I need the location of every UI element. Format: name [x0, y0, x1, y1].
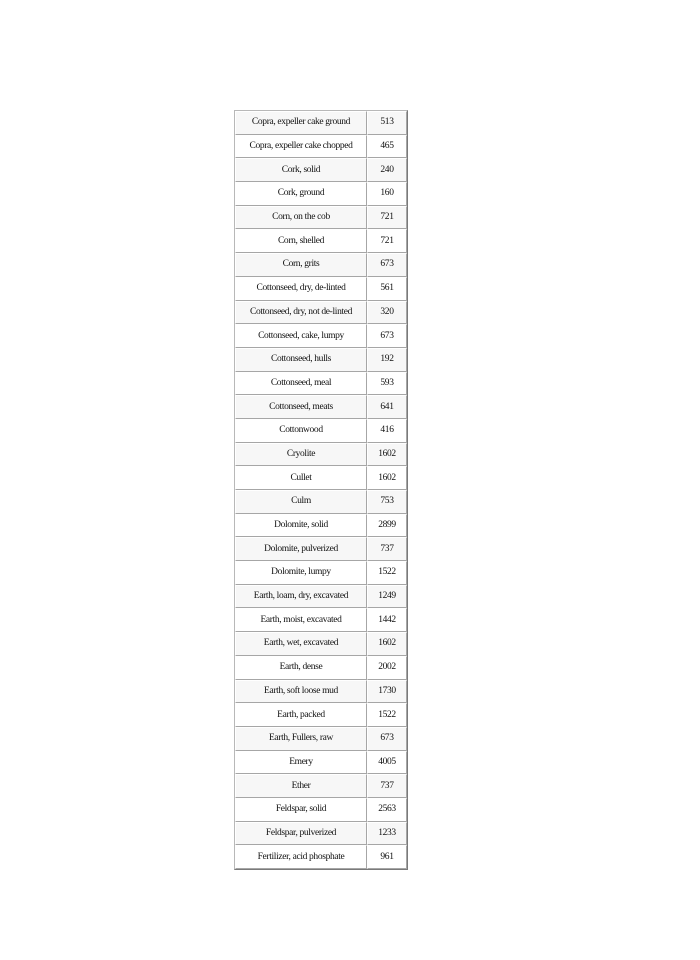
material-name-cell: Earth, packed — [235, 703, 367, 727]
table-row — [235, 324, 407, 348]
density-value-cell: 465 — [367, 135, 407, 159]
material-name-cell: Fertilizer, acid phosphate — [235, 845, 367, 869]
material-name-cell: Ether — [235, 774, 367, 798]
table-row — [235, 585, 407, 609]
density-value-cell: 1249 — [367, 585, 407, 609]
density-value-cell: 1442 — [367, 608, 407, 632]
density-value-cell: 1233 — [367, 822, 407, 846]
table-row — [235, 111, 407, 135]
density-value-cell: 513 — [367, 111, 407, 135]
density-value-cell: 673 — [367, 253, 407, 277]
density-table — [234, 110, 408, 870]
material-name-cell: Earth, dense — [235, 656, 367, 680]
table-row — [235, 608, 407, 632]
material-name-cell: Cottonseed, dry, not de-linted — [235, 301, 367, 325]
material-name-cell: Earth, wet, excavated — [235, 632, 367, 656]
table-row — [235, 419, 407, 443]
material-name-cell: Dolomite, lumpy — [235, 561, 367, 585]
material-name-cell: Culm — [235, 490, 367, 514]
table-row — [235, 656, 407, 680]
density-value-cell: 416 — [367, 419, 407, 443]
density-value-cell: 4005 — [367, 751, 407, 775]
material-name-cell: Cottonwood — [235, 419, 367, 443]
material-name-cell: Feldspar, solid — [235, 798, 367, 822]
density-value-cell: 2563 — [367, 798, 407, 822]
density-value-cell: 192 — [367, 348, 407, 372]
table-row — [235, 301, 407, 325]
table-row — [235, 703, 407, 727]
table-row — [235, 751, 407, 775]
density-value-cell: 641 — [367, 395, 407, 419]
density-value-cell: 1602 — [367, 466, 407, 490]
table-row — [235, 253, 407, 277]
table-row — [235, 798, 407, 822]
material-name-cell: Cottonseed, meats — [235, 395, 367, 419]
density-value-cell: 240 — [367, 158, 407, 182]
material-name-cell: Corn, grits — [235, 253, 367, 277]
density-value-cell: 2002 — [367, 656, 407, 680]
table-row — [235, 680, 407, 704]
table-row — [235, 774, 407, 798]
table-row — [235, 372, 407, 396]
table-row — [235, 229, 407, 253]
material-name-cell: Cottonseed, dry, de-linted — [235, 277, 367, 301]
density-value-cell: 721 — [367, 229, 407, 253]
material-name-cell: Corn, on the cob — [235, 206, 367, 230]
density-value-cell: 561 — [367, 277, 407, 301]
material-name-cell: Cottonseed, cake, lumpy — [235, 324, 367, 348]
density-value-cell: 2899 — [367, 514, 407, 538]
material-name-cell: Cork, solid — [235, 158, 367, 182]
material-name-cell: Earth, loam, dry, excavated — [235, 585, 367, 609]
material-name-cell: Dolomite, pulverized — [235, 537, 367, 561]
table-row — [235, 537, 407, 561]
material-name-cell: Emery — [235, 751, 367, 775]
density-value-cell: 593 — [367, 372, 407, 396]
table-row — [235, 395, 407, 419]
table-row — [235, 277, 407, 301]
density-value-cell: 753 — [367, 490, 407, 514]
density-value-cell: 737 — [367, 537, 407, 561]
density-value-cell: 1730 — [367, 680, 407, 704]
table-row — [235, 466, 407, 490]
density-value-cell: 1522 — [367, 561, 407, 585]
table-row — [235, 845, 407, 869]
table-row — [235, 561, 407, 585]
density-value-cell: 737 — [367, 774, 407, 798]
density-value-cell: 1602 — [367, 443, 407, 467]
table-row — [235, 514, 407, 538]
density-value-cell: 721 — [367, 206, 407, 230]
table-row — [235, 822, 407, 846]
material-name-cell: Earth, soft loose mud — [235, 680, 367, 704]
material-name-cell: Cork, ground — [235, 182, 367, 206]
density-table-body — [235, 111, 407, 869]
material-name-cell: Earth, Fullers, raw — [235, 727, 367, 751]
material-name-cell: Dolomite, solid — [235, 514, 367, 538]
table-row — [235, 490, 407, 514]
density-value-cell: 160 — [367, 182, 407, 206]
material-name-cell: Copra, expeller cake chopped — [235, 135, 367, 159]
material-name-cell: Feldspar, pulverized — [235, 822, 367, 846]
material-name-cell: Earth, moist, excavated — [235, 608, 367, 632]
density-value-cell: 961 — [367, 845, 407, 869]
density-value-cell: 1522 — [367, 703, 407, 727]
material-name-cell: Cullet — [235, 466, 367, 490]
density-value-cell: 673 — [367, 324, 407, 348]
density-value-cell: 320 — [367, 301, 407, 325]
table-row — [235, 632, 407, 656]
table-row — [235, 443, 407, 467]
material-name-cell: Cottonseed, hulls — [235, 348, 367, 372]
table-row — [235, 348, 407, 372]
density-value-cell: 673 — [367, 727, 407, 751]
table-row — [235, 206, 407, 230]
table-row — [235, 135, 407, 159]
material-name-cell: Cryolite — [235, 443, 367, 467]
material-name-cell: Corn, shelled — [235, 229, 367, 253]
material-name-cell: Cottonseed, meal — [235, 372, 367, 396]
table-row — [235, 158, 407, 182]
table-row — [235, 182, 407, 206]
material-name-cell: Copra, expeller cake ground — [235, 111, 367, 135]
density-value-cell: 1602 — [367, 632, 407, 656]
table-row — [235, 727, 407, 751]
